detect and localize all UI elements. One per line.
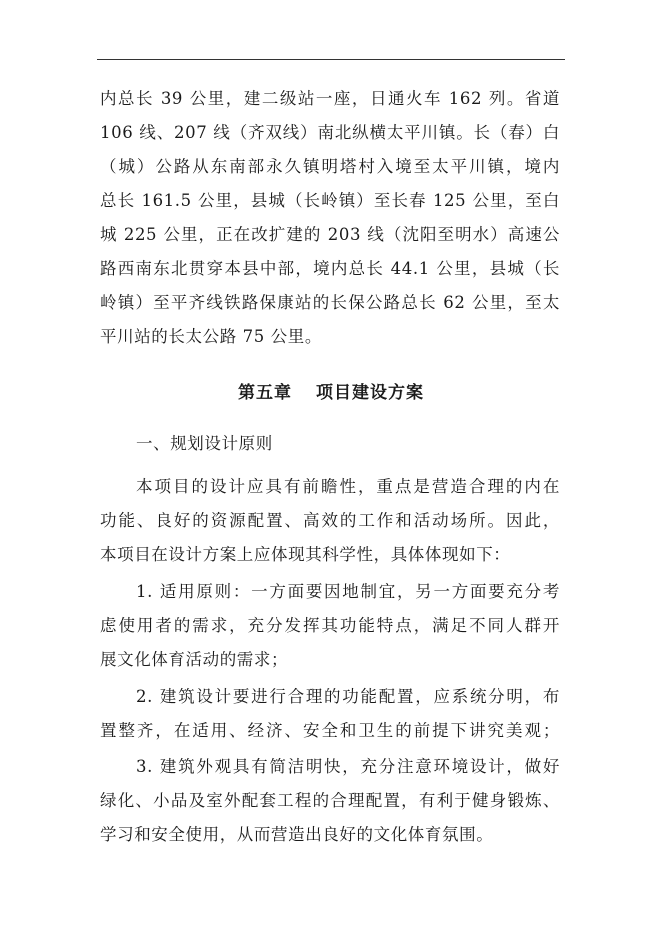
header-rule [97, 59, 565, 60]
paragraph-line: 虑使用者的需求，充分发挥其功能特点，满足不同人群开 [100, 616, 560, 635]
paragraph-line: 置整齐，在适用、经济、安全和卫生的前提下讲究美观； [100, 721, 560, 740]
paragraph-line: 平川站的长太公路 75 公里。 [100, 327, 322, 346]
paragraph-line: 本项目在设计方案上应体现其科学性，具体体现如下： [100, 545, 511, 564]
paragraph-line: 总长 161.5 公里，县城（长岭镇）至长春 125 公里，至白 [100, 191, 560, 210]
paragraph-line: 路西南东北贯穿本县中部，境内总长 44.1 公里，县城（长 [100, 259, 560, 278]
paragraph-line: 绿化、小品及室外配套工程的合理配置，有利于健身锻炼、 [100, 791, 560, 810]
paragraph-line: 内总长 39 公里，建二级站一座，日通火车 162 列。省道 [100, 89, 560, 108]
chapter-name: 项目建设方案 [316, 383, 424, 403]
paragraph-line: 3. 建筑外观具有简洁明快，充分注意环境设计，做好 [136, 757, 560, 776]
paragraph-line: 2. 建筑设计要进行合理的功能配置，应系统分明，布 [136, 687, 560, 706]
paragraph-line: 106 线、207 线（齐双线）南北纵横太平川镇。长（春）白 [100, 123, 560, 142]
paragraph-line: 岭镇）至平齐线铁路保康站的长保公路总长 62 公里，至太 [100, 293, 560, 312]
paragraph-line: 展文化体育活动的需求； [100, 650, 289, 669]
section-heading: 一、规划设计原则 [136, 434, 273, 453]
principle-item-1 [100, 575, 560, 677]
paragraph-line: 1. 适用原则：一方面要因地制宜，另一方面要充分考 [136, 582, 560, 601]
paragraph-line: 学习和安全使用，从而营造出良好的文化体育氛围。 [100, 825, 494, 844]
paragraph-intro [100, 470, 560, 572]
principle-item-2 [100, 680, 560, 748]
paragraph-line: （城）公路从东南部永久镇明塔村入境至太平川镇，境内 [100, 157, 560, 176]
chapter-number: 第五章 [238, 383, 292, 403]
paragraph-line: 功能、良好的资源配置、高效的工作和活动场所。因此， [100, 511, 560, 530]
paragraph-transport [100, 82, 560, 354]
paragraph-line: 城 225 公里，正在改扩建的 203 线（沈阳至明水）高速公 [100, 225, 560, 244]
paragraph-line: 本项目的设计应具有前瞻性，重点是营造合理的内在 [136, 477, 560, 496]
principle-item-3 [100, 750, 560, 852]
chapter-title [0, 378, 662, 408]
